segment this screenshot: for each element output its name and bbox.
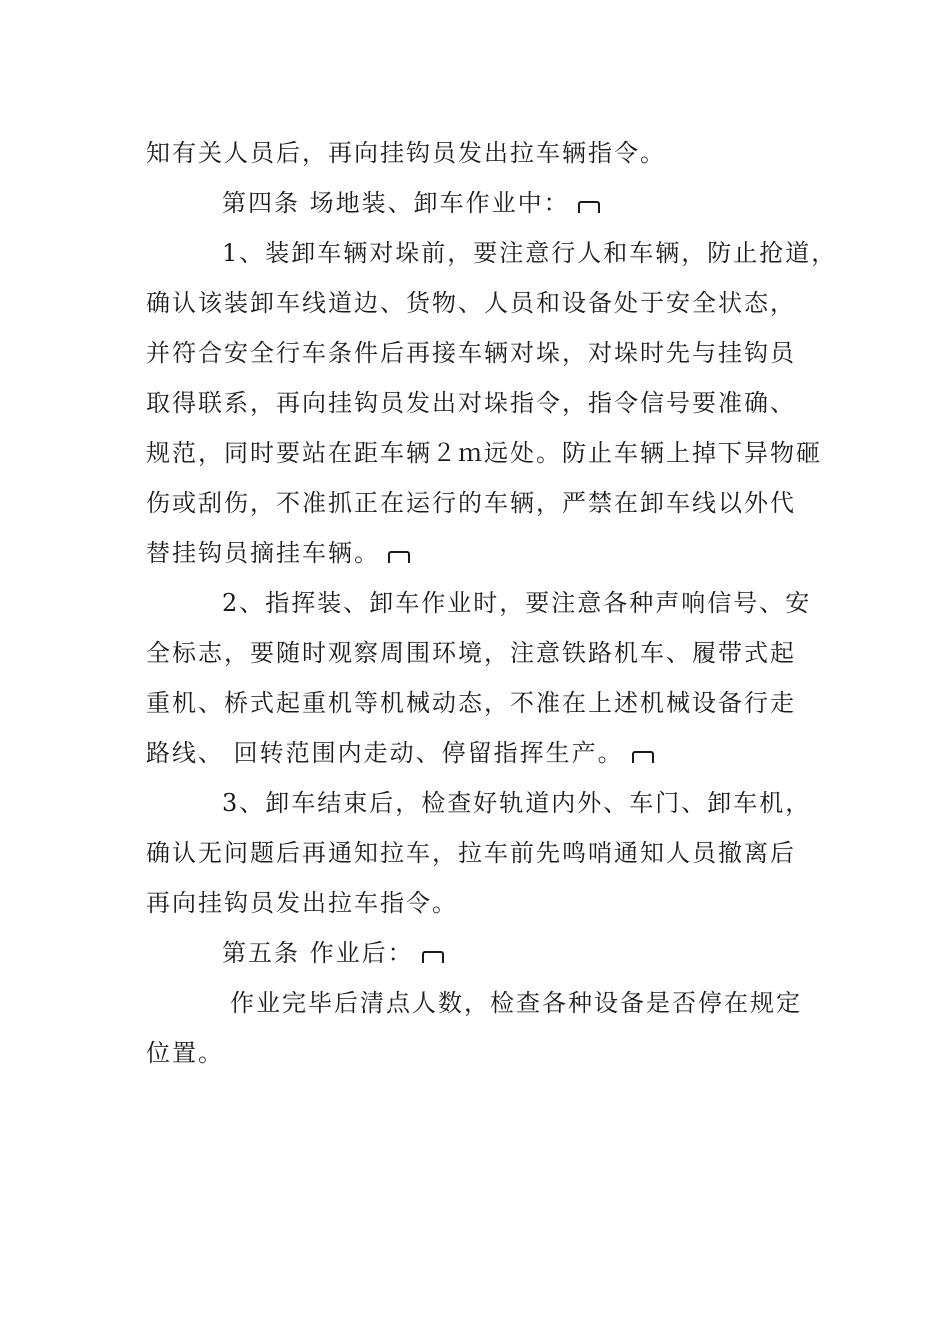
text: 作业完毕后清点人数，检查各种设备是否停在规定 [230,989,802,1017]
text: 全标志，要随时观察周围环境，注意铁路机车、履带式起 [146,639,796,667]
text-line-11 [146,628,796,678]
text-line-8 [146,478,796,528]
text: 2、指挥装、卸车作业时，要注意各种声响信号、安 [222,589,812,617]
text: 并符合安全行车条件后再接车辆对垛，对垛时先与挂钩员 [146,339,796,367]
text: 第四条 场地装、卸车作业中： [222,189,570,217]
section-heading-5 [222,928,444,978]
text-line-13 [146,728,654,778]
text-line-10 [222,578,811,628]
text: 确认无问题后再通知拉车，拉车前先鸣哨通知人员撤离后 [146,839,796,867]
text: 取得联系，再向挂钩员发出对垛指令，指令信号要准确、 [146,389,796,417]
text-line-19 [146,1028,224,1078]
paragraph-mark-icon [388,551,410,563]
text: 伤或刮伤，不准抓正在运行的车辆，严禁在卸车线以外代 [146,489,796,517]
text: 确认该装卸车线道边、货物、人员和设备处于安全状态， [146,289,796,317]
text-line-12 [146,678,796,728]
text: 再向挂钩员发出拉车指令。 [146,889,458,917]
text-line-16 [146,878,458,928]
paragraph-mark-icon [632,751,654,763]
text: 替挂钩员摘挂车辆。 [146,539,380,567]
text: 3、卸车结束后，检查好轨道内外、车门、卸车机， [222,789,812,817]
text-line-1 [146,128,666,178]
text-line-15 [146,828,796,878]
section-heading-4 [222,178,600,228]
text: 第五条 作业后： [222,939,414,967]
text-line-9 [146,528,410,578]
text-line-3 [222,228,837,278]
paragraph-mark-icon [422,951,444,963]
paragraph-mark-icon [578,201,600,213]
text-line-14 [222,778,811,828]
text: 1、装卸车辆对垛前，要注意行人和车辆，防止抢道， [222,239,838,267]
text: 知有关人员后，再向挂钩员发出拉车辆指令。 [146,139,666,167]
text-line-18 [230,978,802,1028]
text-line-6 [146,378,796,428]
text: 位置。 [146,1039,224,1067]
text: 规范，同时要站在距车辆２ｍ远处。防止车辆上掉下异物砸 [146,439,822,467]
text-line-7 [146,428,822,478]
text: 重机、桥式起重机等机械动态，不准在上述机械设备行走 [146,689,796,717]
text-line-5 [146,328,796,378]
text-line-4 [146,278,796,328]
text: 路线、 回转范围内走动、停留指挥生产。 [146,739,624,767]
